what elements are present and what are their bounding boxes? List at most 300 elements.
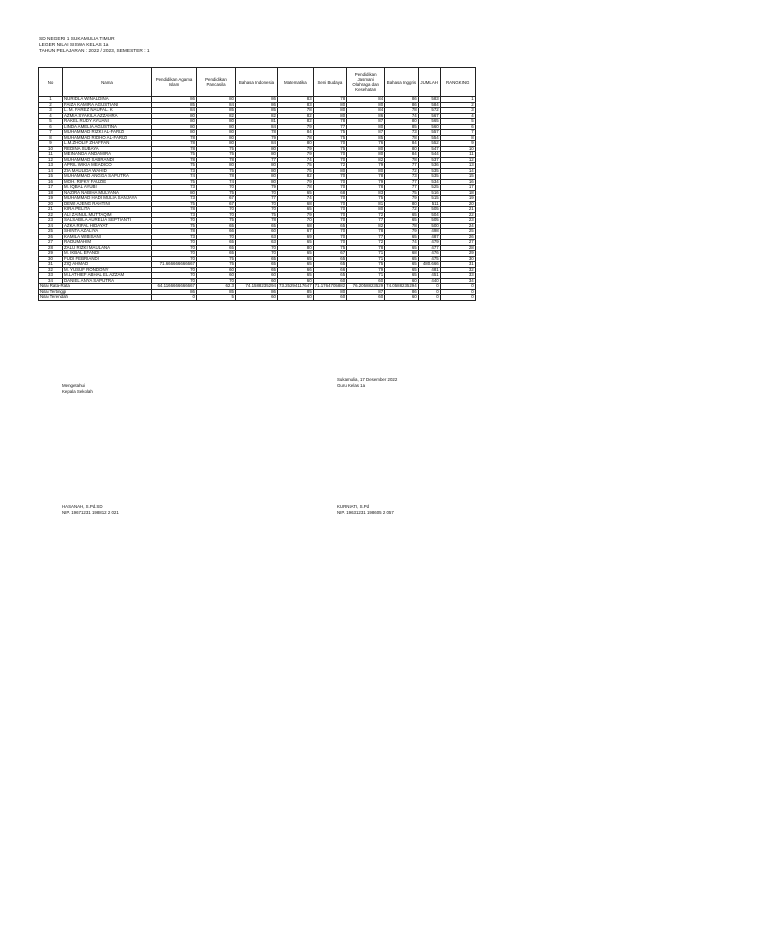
table-cell: 73 [152,185,197,191]
table-cell: 22 [39,212,63,218]
table-cell: 65 [313,262,347,268]
table-cell: 34 [39,278,63,284]
table-cell: 71 [347,273,385,279]
table-cell: 16 [440,179,475,185]
table-cell: 80 [197,124,236,130]
table-cell: 67 [278,229,314,235]
table-cell: 75 [313,135,347,141]
table-cell: 552 [418,141,440,147]
table-cell: 76 [347,141,385,147]
table-cell: 557 [418,130,440,136]
summary-cell: 86 [385,289,419,295]
table-cell: 77 [313,124,347,130]
table-cell: 66 [278,267,314,273]
table-cell: 79 [278,124,314,130]
approval-label: Mengetahui [62,383,85,388]
table-cell: 80 [347,124,385,130]
table-cell: 440 [418,278,440,284]
table-cell: 85 [347,135,385,141]
table-cell: 7 [440,130,475,136]
table-cell: 67 [313,251,347,257]
table-cell: 21 [440,207,475,213]
table-cell: 65 [236,262,278,268]
table-cell: 75 [152,152,197,158]
teacher-place-date [337,377,397,389]
table-cell: NAZIRA NABIHA MULYANA [63,190,152,196]
table-cell: 78 [278,108,314,114]
table-cell: 65 [236,267,278,273]
table-cell: 584 [418,102,440,108]
table-cell: 15 [39,174,63,180]
summary-cell: 85 [197,289,236,295]
table-cell: 70 [313,157,347,163]
table-cell: 15 [440,174,475,180]
table-cell: 17 [39,185,63,191]
table-cell: 30 [440,256,475,262]
summary-cell: 86 [152,289,197,295]
table-cell: 78 [347,245,385,251]
summary-cell: 0 [152,295,197,301]
table-cell: 85 [197,108,236,114]
summary-label: Nilai Rata-Rata [39,284,152,290]
table-cell: 80 [347,168,385,174]
table-cell: 74 [385,113,419,119]
table-cell: MUHAMMAD ANGGA SAPUTRA [63,174,152,180]
table-cell: 86 [152,97,197,103]
table-cell: 479 [418,240,440,246]
table-cell: 65 [385,262,419,268]
table-cell: 29 [39,251,63,257]
table-cell: 1 [39,97,63,103]
table-cell: 9 [39,141,63,147]
table-cell: 70 [313,234,347,240]
table-cell: 80 [197,130,236,136]
table-cell: 78 [152,229,197,235]
table-cell: 75 [197,146,236,152]
summary-cell: 85 [278,289,314,295]
table-cell: 74 [278,196,314,202]
table-cell: 18 [39,190,63,196]
grade-ledger-table [38,67,476,301]
table-cell: 82 [278,113,314,119]
place-date: Sukamulia, 17 Desember 2022 [337,377,398,382]
headmaster-name: HASANAH, S.Pd.SD [62,504,103,509]
table-cell: 8 [39,135,63,141]
table-cell: 85 [385,124,419,130]
table-cell: 66 [313,267,347,273]
table-cell: 74 [197,179,236,185]
table-cell: 70 [152,240,197,246]
table-cell: DEWI AJENG RAHTINI [63,201,152,207]
summary-cell: 0 [440,284,475,290]
table-cell: 30 [39,256,63,262]
table-cell: 16 [39,179,63,185]
table-cell: DANIEL ANYA SAPUTRA [63,278,152,284]
table-cell: 80 [385,146,419,152]
table-cell: 79 [347,179,385,185]
table-cell: 498 [418,229,440,235]
table-cell: 73 [152,234,197,240]
table-cell: 505 [418,218,440,224]
table-cell: ZALU RIZKI MAULANA [63,245,152,251]
table-cell: 73 [385,130,419,136]
summary-cell: 0 [440,289,475,295]
table-cell: 75 [347,262,385,268]
table-cell: 65 [236,256,278,262]
table-cell: 567 [418,113,440,119]
table-cell: 60 [347,278,385,284]
teacher-signature [337,504,394,516]
table-cell: KAMILA WIBISANI [63,234,152,240]
table-cell: RADUMAHIM [63,240,152,246]
table-cell: 20 [39,201,63,207]
table-cell: 560 [418,124,440,130]
table-cell: 78 [152,146,197,152]
table-cell: 65 [197,240,236,246]
table-cell: 60 [236,229,278,235]
table-cell: 80 [152,130,197,136]
table-cell: 31 [440,262,475,268]
table-cell: MUHAMMAD SABRANDI [63,157,152,163]
table-cell: 80 [313,113,347,119]
school-name: SD NEGERI 1 SUKAMULIA TIMUR [39,37,115,42]
table-cell: 572 [418,108,440,114]
table-cell: 78 [278,185,314,191]
table-cell: 78 [385,157,419,163]
summary-cell: 0 [440,295,475,301]
table-cell: 65 [278,256,314,262]
table-cell: 63 [236,240,278,246]
table-cell: 71.666666666667 [152,262,197,268]
table-cell: 80 [236,174,278,180]
table-cell: 78 [313,97,347,103]
table-cell: 68 [385,251,419,257]
table-cell: 72 [347,212,385,218]
table-cell: 24 [440,223,475,229]
table-cell: 78 [278,135,314,141]
table-cell: 78 [152,141,197,147]
table-cell: 536 [418,163,440,169]
table-cell: 80 [236,179,278,185]
summary-cell: 87 [347,289,385,295]
table-cell: 75 [313,130,347,136]
table-cell: 80 [152,113,197,119]
table-cell: 504 [418,212,440,218]
table-cell: 534 [418,179,440,185]
table-cell: ZIQ AHMAD [63,262,152,268]
table-cell: 80 [197,163,236,169]
table-cell: 78 [385,223,419,229]
table-cell: 505 [418,207,440,213]
headmaster-approval [62,383,93,395]
table-cell: 33 [39,273,63,279]
table-cell: 65 [197,245,236,251]
table-cell: 80 [197,135,236,141]
academic-year: TAHUN PELAJARAN : 2022 / 2023, SEMESTER : 1 [39,49,150,54]
summary-cell: 71.1764705882 [314,283,346,288]
table-cell: M. IKBAL EFANDI [63,251,152,257]
table-cell: 87 [347,119,385,125]
table-cell: 33 [440,273,475,279]
table-cell: 80 [152,124,197,130]
table-cell: 82 [347,157,385,163]
table-cell: 70 [197,212,236,218]
table-cell: 73 [152,212,197,218]
table-cell: 78 [313,119,347,125]
table-cell: 75 [152,223,197,229]
table-cell: 68 [278,201,314,207]
summary-cell: 0 [418,289,440,295]
table-cell: 65 [313,256,347,262]
table-cell: 27 [440,240,475,246]
table-cell: 70 [313,218,347,224]
table-cell: 65 [385,212,419,218]
col-header: RANGKING [440,68,475,97]
headmaster-role: Kepala Sekolah [62,389,93,394]
table-cell: M. IQBAL AYUBI [63,185,152,191]
table-cell: 80 [385,119,419,125]
table-cell: 65 [313,223,347,229]
table-cell: 83 [347,190,385,196]
table-cell: 84 [347,108,385,114]
table-cell: 81 [236,119,278,125]
summary-cell: 0 [418,284,440,290]
table-cell: 78 [197,174,236,180]
summary-cell: 74.1588235294 [236,284,278,290]
table-cell: MUHAMMAD HADI MULIA SANJAYA [63,196,152,202]
table-cell: 65 [278,273,314,279]
table-cell: 4 [39,113,63,119]
table-cell: 70 [236,251,278,257]
table-cell: 69 [278,234,314,240]
col-header: Nama [63,68,152,97]
table-cell: AZKA RIFAL HIDAYAT [63,223,152,229]
col-header: JUMLAH [418,68,440,97]
table-cell: 80 [385,201,419,207]
table-cell: 2 [440,102,475,108]
table-cell: 18 [440,190,475,196]
table-cell: 87 [347,130,385,136]
table-cell: 75 [385,190,419,196]
table-cell: 547 [418,146,440,152]
table-cell: 75 [313,245,347,251]
table-cell: 80 [313,168,347,174]
summary-label: Nilai Terendah [39,295,152,301]
table-cell: 70 [313,212,347,218]
table-cell: 25 [440,229,475,235]
table-cell: M.LATHIEF ABHAL EL AZZAM [63,273,152,279]
table-cell: 70 [313,179,347,185]
table-cell: 75 [197,256,236,262]
headmaster-signature [62,504,119,516]
table-cell: MOH. RIFKY FAUZIE [63,179,152,185]
ledger-title: LEGER NILAI SISWA KELAS 1a [39,43,109,48]
table-cell: RAKEL RUDY AYUANI [63,119,152,125]
summary-cell: 60 [278,295,314,301]
table-cell: 70 [313,174,347,180]
table-cell: 77 [385,185,419,191]
table-cell: 77 [236,157,278,163]
table-cell: 60 [313,278,347,284]
table-cell: 79 [385,229,419,235]
teacher-role: Guru Kelas 1a [337,383,366,388]
table-cell: 75 [197,190,236,196]
table-cell: 67 [197,201,236,207]
table-cell: 77 [236,196,278,202]
table-cell: 73 [152,168,197,174]
table-cell: 84 [347,97,385,103]
summary-cell: 0 [418,295,440,301]
table-cell: 70 [313,141,347,147]
table-cell: MUHAMMAD RIDHO AL-FARIZI [63,135,152,141]
table-cell: 20 [440,201,475,207]
table-cell: 65 [278,190,314,196]
table-cell: 7 [39,130,63,136]
table-cell: 80 [197,119,236,125]
table-cell: 476 [418,251,440,257]
table-cell: 75 [152,201,197,207]
table-cell: 75 [347,196,385,202]
table-cell: KIRA PELITA [63,207,152,213]
summary-cell: 74.0588235294 [386,283,417,288]
table-cell: 65 [278,251,314,257]
table-cell: 11 [39,152,63,158]
table-cell: 78 [347,174,385,180]
table-cell: REDINA SUBAYA [63,146,152,152]
table-cell: 27 [39,240,63,246]
table-cell: 78 [197,157,236,163]
table-cell: 11 [440,152,475,158]
table-cell: 74 [278,157,314,163]
table-cell: 79 [347,267,385,273]
col-header: Bahasa Indonesia [236,68,278,97]
table-cell: 80 [236,163,278,169]
table-cell: 65 [278,207,314,213]
table-cell: 511 [418,201,440,207]
table-cell: 78 [347,185,385,191]
table-cell: 80 [236,146,278,152]
table-cell: 65 [385,218,419,224]
table-cell: 500 [418,223,440,229]
table-cell: 65 [385,273,419,279]
teacher-nip: NIP. 19631231 198605 2 057 [337,510,394,515]
table-cell: 65 [385,234,419,240]
table-cell: 86 [385,97,419,103]
table-cell: 31 [39,262,63,268]
table-cell: 73 [152,196,197,202]
summary-label: Nilai Tertinggi [39,289,152,295]
summary-cell: 5 [197,295,236,301]
table-cell: 82 [278,174,314,180]
table-cell: 70 [313,196,347,202]
col-header: Pendidikan Agama Islam [152,68,197,97]
table-cell: 63 [236,234,278,240]
table-cell: 70 [152,251,197,257]
table-cell: 79 [278,152,314,158]
summary-cell: 60 [313,295,347,301]
table-cell: 81 [347,201,385,207]
summary-cell: 80 [313,289,347,295]
table-cell: 65 [385,267,419,273]
table-cell: 78 [385,108,419,114]
table-cell: 6 [39,124,63,130]
table-cell: 80 [347,207,385,213]
table-cell: 85 [236,108,278,114]
table-cell: 65 [278,262,314,268]
table-cell: 75 [197,168,236,174]
table-header-row [39,68,476,97]
table-cell: 60 [197,273,236,279]
table-cell: 80 [347,146,385,152]
table-cell: SHINTA AZALIYA [63,229,152,235]
table-cell: 78 [152,135,197,141]
table-cell: 80 [278,141,314,147]
table-cell: 19 [39,196,63,202]
table-cell: 72 [385,168,419,174]
table-cell: 70 [313,185,347,191]
table-cell: 65 [385,245,419,251]
table-cell: 537 [418,157,440,163]
summary-cell: 60 [385,295,419,301]
table-cell: 77 [347,218,385,224]
table-cell: 3 [440,108,475,114]
table-cell: 10 [39,146,63,152]
table-cell: 80 [152,119,197,125]
table-cell: 9 [440,141,475,147]
table-cell: 84 [236,124,278,130]
table-cell: 85 [152,102,197,108]
table-cell: 70 [313,207,347,213]
table-cell: 68 [278,223,314,229]
table-cell: 23 [39,218,63,224]
table-cell: 70 [152,218,197,224]
table-cell: 60 [278,278,314,284]
table-cell: NURIDLA WINALDINA [63,97,152,103]
table-cell: 82 [236,113,278,119]
table-cell: 70 [313,240,347,246]
table-cell: 70 [313,229,347,235]
table-cell: 68 [313,190,347,196]
table-cell: 65 [197,251,236,257]
table-cell: 80 [347,102,385,108]
table-cell: 86 [347,113,385,119]
table-cell: 14 [39,168,63,174]
table-cell: 32 [440,267,475,273]
table-cell: 516 [418,190,440,196]
table-cell: 78 [385,135,419,141]
table-cell: 78 [152,207,197,213]
table-cell: 84 [152,108,197,114]
table-cell: 75 [152,163,197,169]
table-cell: 21 [39,207,63,213]
table-cell: 80 [313,108,347,114]
table-cell: 79 [278,212,314,218]
table-cell: 13 [440,163,475,169]
table-cell: 84 [385,152,419,158]
table-cell: 5 [440,119,475,125]
table-cell: 83 [278,97,314,103]
table-cell: 70 [313,201,347,207]
table-cell: 78 [347,229,385,235]
table-cell: 84 [278,130,314,136]
table-cell: 17 [440,185,475,191]
table-cell: 70 [152,273,197,279]
table-cell: 82 [197,113,236,119]
table-cell: 75 [197,152,236,158]
table-cell: 65 [278,240,314,246]
table-cell: 65 [385,256,419,262]
teacher-name: KURNIATI, S.Pd [337,504,370,509]
